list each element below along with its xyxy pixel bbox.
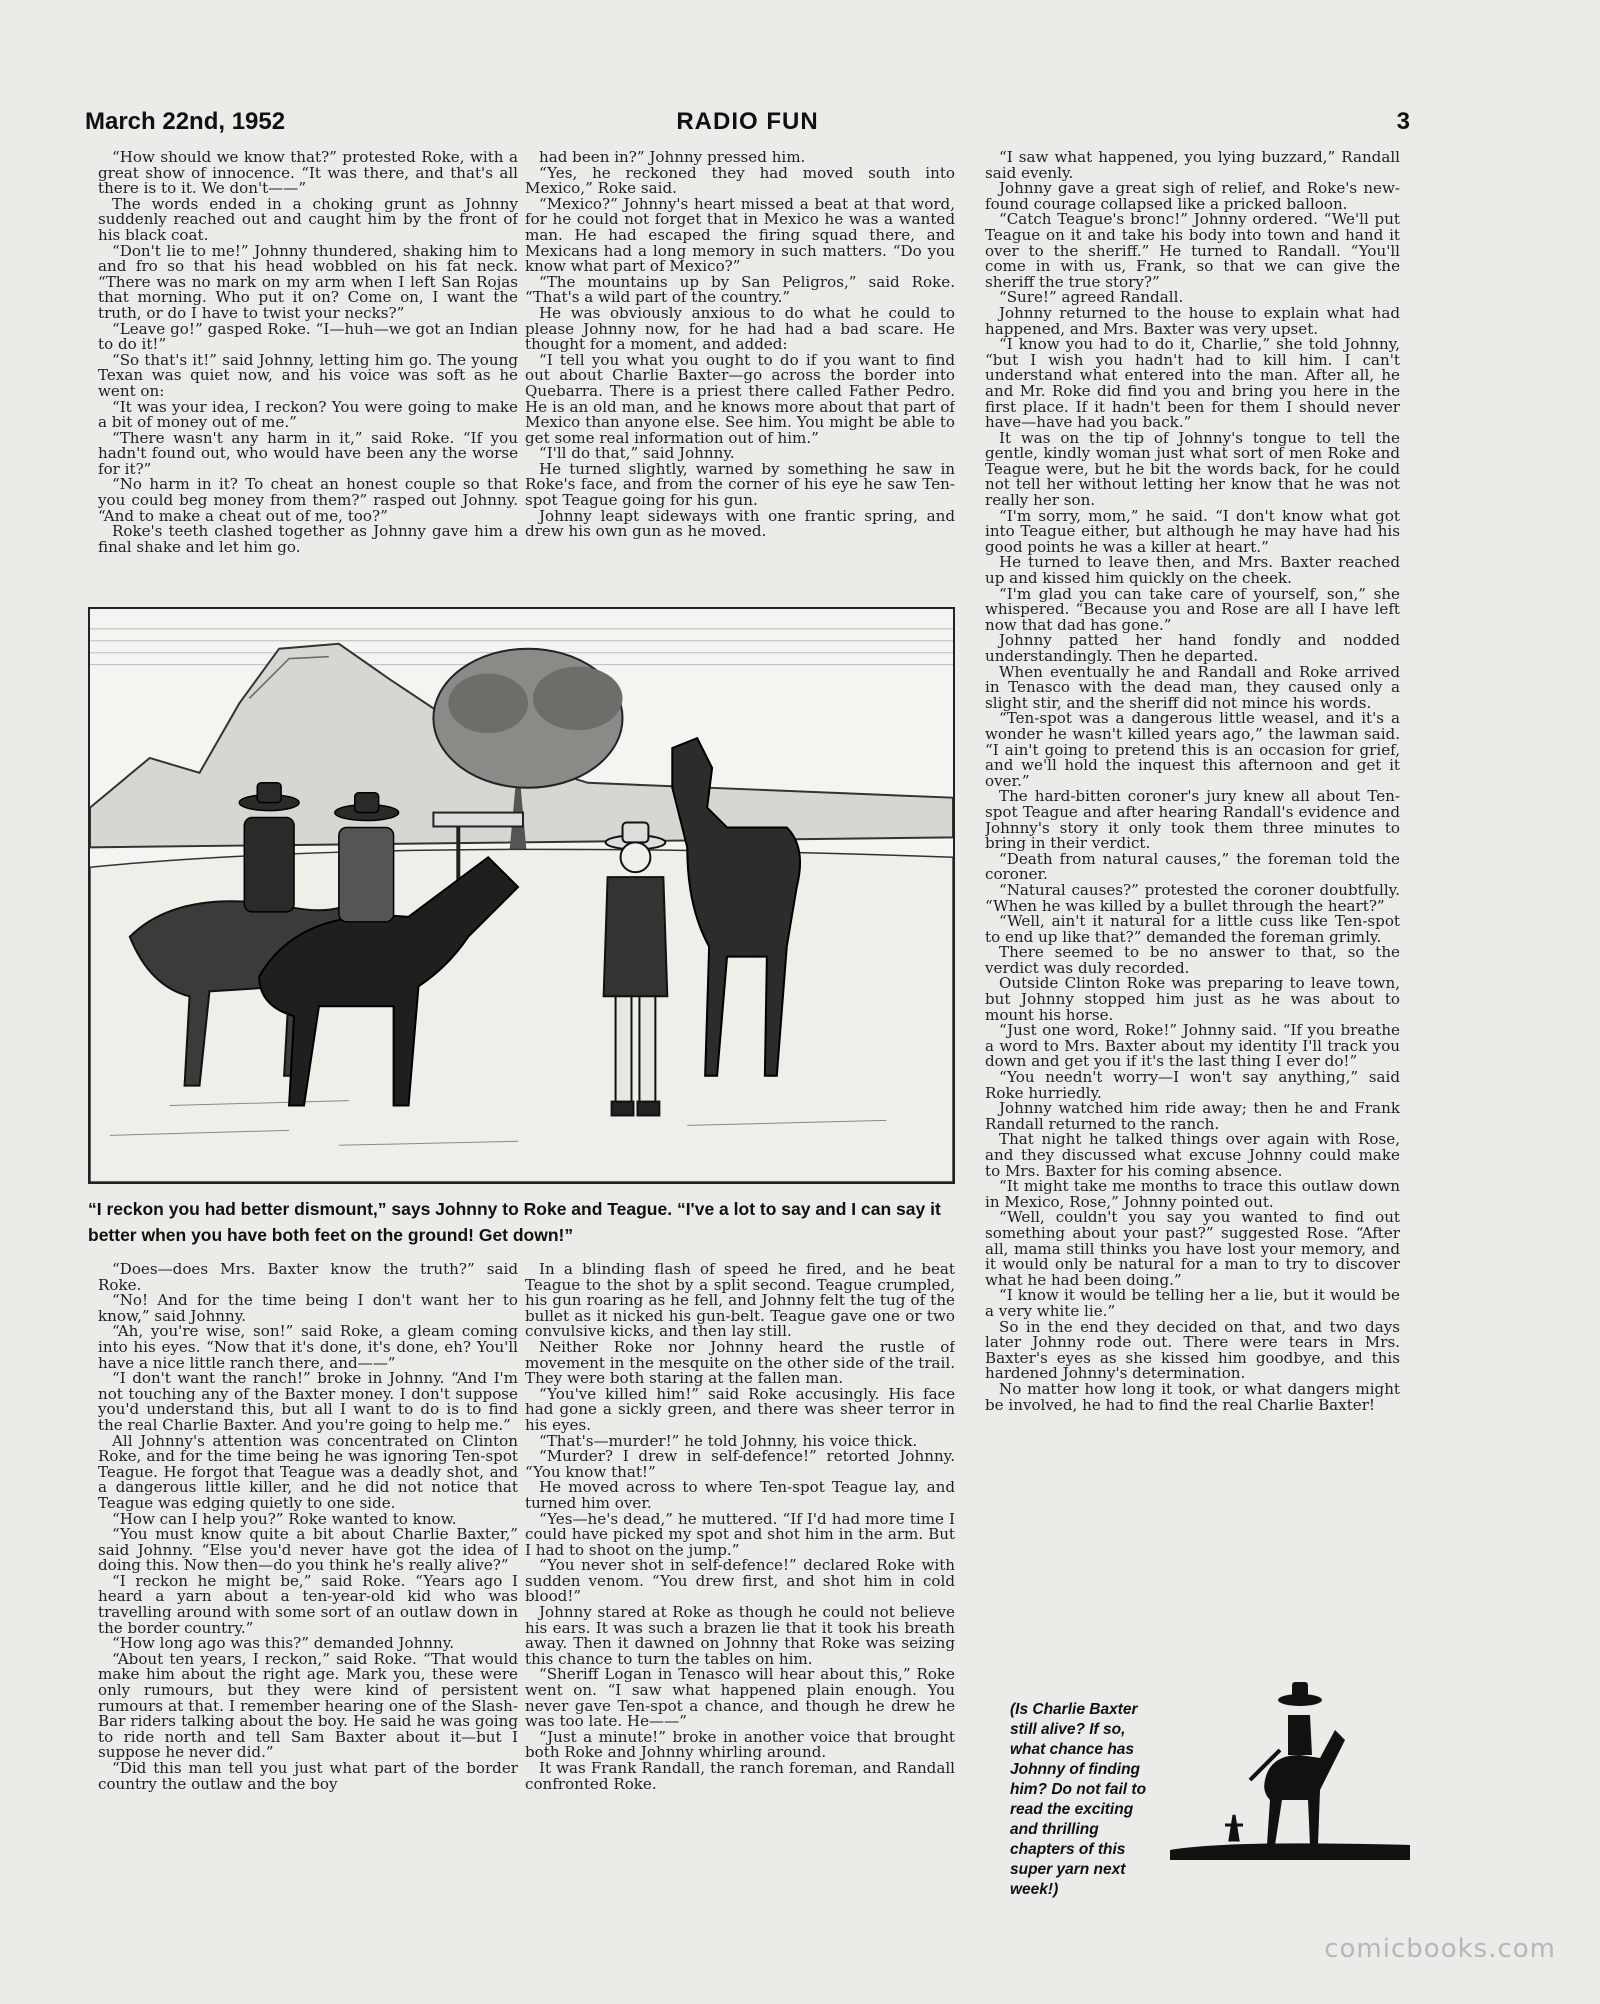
issue-date: March 22nd, 1952 bbox=[85, 108, 286, 135]
paragraph: “How can I help you?” Roke wanted to know. bbox=[112, 1509, 457, 1528]
paragraph: “I saw what happened, you lying buzzard,” Randall said evenly. bbox=[985, 150, 1400, 182]
paragraph: “No! And for the time being I don't want her to know,” said Johnny. bbox=[98, 1291, 518, 1325]
paragraph: “Leave go!” gasped Roke. “I—huh—we got an Indian to do it!” bbox=[98, 319, 518, 354]
paragraph: “No harm in it? To cheat an honest couple so that you could beg money from them?” rasped out Johnny. “And to make a cheat out of me, too?” bbox=[98, 475, 518, 525]
paragraph: Johnny gave a great sigh of relief, and Roke's new-found courage collapsed like a pricked balloon. bbox=[985, 179, 1400, 213]
paragraph: Roke's teeth clashed together as Johnny gave him a final shake and let him go. bbox=[98, 522, 518, 556]
paragraph: All Johnny's attention was concentrated on Clinton Roke, and for the time being he was ignoring Ten-spot Teague. He forgot that Teague was a deadly shot, and a dangerous little killer, and he did not notice that Teague was edging quietly to one side. bbox=[98, 1431, 518, 1512]
paragraph: “Does—does Mrs. Baxter know the truth?” said Roke. bbox=[98, 1262, 518, 1294]
paragraph: “That's—murder!” he told Johnny, his voice thick. bbox=[539, 1431, 918, 1450]
paragraph: “Well, couldn't you say you wanted to find out something about your past?” suggested Rose. “After all, mama still thinks you have lost your memory, and it would only be natural for a man to try to discover what he had been doing.” bbox=[985, 1208, 1400, 1289]
rider-silhouette-icon bbox=[1170, 1660, 1410, 1860]
paragraph: He turned slightly, warned by something he saw in Roke's face, and from the corner of his eye he saw Ten-spot Teague going for his gun. bbox=[525, 459, 955, 510]
paragraph: It was Frank Randall, the ranch foreman, and Randall confronted Roke. bbox=[525, 1759, 955, 1793]
paragraph: “It might take me months to trace this outlaw down in Mexico, Rose,” Johnny pointed out. bbox=[985, 1177, 1400, 1211]
paragraph: “You needn't worry—I won't say anything,” said Roke hurriedly. bbox=[985, 1068, 1400, 1102]
paragraph: “I don't want the ranch!” broke in Johnny. “And I'm not touching any of the Baxter money. I don't suppose you'd understand this, but all I want to do is to find the real Charlie Baxter. And you're going to help me.” bbox=[98, 1369, 518, 1434]
paragraph: “It was your idea, I reckon? You were going to make a bit of money out of me.” bbox=[98, 397, 518, 432]
paragraph: There seemed to be no answer to that, so the verdict was duly recorded. bbox=[985, 943, 1400, 977]
text-column-2 bbox=[525, 150, 955, 588]
paragraph: “About ten years, I reckon,” said Roke. “That would make him about the right age. Mark you, these were only rumours, but they were kind of persistent rumours at that. I remember hearing one of the Slash-Bar riders talking about the boy. He said he was going to ride north and tell Sam Baxter about it—but I suppose he never did.” bbox=[98, 1649, 518, 1762]
paragraph: “You never shot in self-defence!” declared Roke with sudden venom. “You drew first, and shot him in cold blood!” bbox=[525, 1556, 955, 1606]
paragraph: “I know it would be telling her a lie, but it would be a very white lie.” bbox=[985, 1286, 1400, 1320]
paragraph: No matter how long it took, or what dangers might be involved, he had to find the real Charlie Baxter! bbox=[985, 1379, 1400, 1414]
paragraph: It was on the tip of Johnny's tongue to tell the gentle, kindly woman just what sort of men Roke and Teague were, but he bit the words back, for he could not tell her without letting her know that he was not really her son. bbox=[985, 428, 1400, 510]
paragraph: “I'll do that,” said Johnny. bbox=[539, 444, 735, 463]
paragraph: “How long ago was this?” demanded Johnny. bbox=[112, 1634, 455, 1653]
paragraph: “You must know quite a bit about Charlie Baxter,” said Johnny. “Else you'd never have got the idea of doing this. Now then—do you think he's really alive?” bbox=[98, 1525, 518, 1575]
page-number: 3 bbox=[1396, 108, 1410, 135]
paragraph: “Murder? I drew in self-defence!” retorted Johnny. “You know that!” bbox=[525, 1447, 955, 1481]
paragraph: “Did this man tell you just what part of the border country the outlaw and the boy bbox=[98, 1759, 518, 1793]
paragraph: “You've killed him!” said Roke accusingly. His face had gone a sickly green, and there was sheer terror in his eyes. bbox=[525, 1384, 955, 1434]
illustration-caption: “I reckon you had better dismount,” says Johnny to Roke and Teague. “I've a lot to say and I can say it better when you have both feet on the ground! Get down!” bbox=[88, 1199, 941, 1245]
paragraph: Johnny returned to the house to explain what had happened, and Mrs. Baxter was very upset. bbox=[985, 303, 1400, 338]
paragraph: “Ah, you're wise, son!” said Roke, a gleam coming into his eyes. “Now that it's done, it's done, eh? You'll have a nice little ranch there, and——” bbox=[98, 1322, 518, 1372]
next-week-teaser: (Is Charlie Baxter still alive? If so, what chance has Johnny of finding him? Do not fail to read the exciting and thrilling chapters of this super yarn next week!) bbox=[1010, 1701, 1147, 1898]
paragraph: Johnny watched him ride away; then he and Frank Randall returned to the ranch. bbox=[985, 1099, 1400, 1133]
paragraph: “I reckon he might be,” said Roke. “Years ago I heard a yarn about a ten-year-old kid who was travelling around with some sort of an outlaw down in the border country.” bbox=[98, 1571, 518, 1637]
paragraph: He moved across to where Ten-spot Teague lay, and turned him over. bbox=[525, 1478, 955, 1512]
paragraph: “So that's it!” said Johnny, letting him go. The young Texan was quiet now, and his voice was soft as he went on: bbox=[98, 350, 518, 400]
paragraph: “How should we know that?” protested Roke, with a great show of innocence. “It was there, and that's all there is to it. We don't——” bbox=[98, 150, 518, 198]
paragraph: “Sheriff Logan in Tenasco will hear about this,” Roke went on. “I saw what happened plain enough. You never gave Ten-spot a chance, and though he drew he was too late. He——” bbox=[525, 1665, 955, 1731]
text-column-4 bbox=[98, 1262, 518, 1882]
text-column-3 bbox=[985, 150, 1400, 1670]
paragraph: “Catch Teague's bronc!” Johnny ordered. “We'll put Teague on it and take his body into town and hand it over to the sheriff.” He turned to Randall. “You'll come in with us, Frank, so that we can give the sheriff the true story?” bbox=[985, 210, 1400, 291]
paragraph: “Just one word, Roke!” Johnny said. “If you breathe a word to Mrs. Baxter about my identity I'll track you down and get you if it's the last thing I ever do!” bbox=[985, 1021, 1400, 1071]
paragraph: “Sure!” agreed Randall. bbox=[999, 288, 1184, 307]
paragraph: Johnny stared at Roke as though he could not believe his ears. It was such a brazen lie that it took his breath away. Then it dawned on Johnny that Roke was seizing this chance to turn the tables on him. bbox=[525, 1603, 955, 1668]
paragraph: He was obviously anxious to do what he could to please Johnny now, for he had had a bad scare. He thought for a moment, and added: bbox=[525, 303, 955, 354]
paragraph: The hard-bitten coroner's jury knew all about Ten-spot Teague and after hearing Randall's evidence and Johnny's story it only took them three minutes to bring in their verdict. bbox=[985, 787, 1400, 853]
paragraph: In a blinding flash of speed he fired, and he beat Teague to the shot by a split second. Teague crumpled, his gun roaring as he fell, and Johnny felt the tug of the bullet as it nicked his gun-belt. Teague gave one or two convulsive kicks, and then lay still. bbox=[525, 1262, 955, 1341]
paragraph: Johnny patted her hand fondly and nodded understandingly. Then he departed. bbox=[985, 631, 1400, 665]
paragraph: He turned to leave then, and Mrs. Baxter reached up and kissed him quickly on the cheek. bbox=[985, 553, 1400, 588]
paragraph: “Well, ain't it natural for a little cuss like Ten-spot to end up like that?” demanded the foreman grimly. bbox=[985, 912, 1400, 946]
paragraph: “Just a minute!” broke in another voice that brought both Roke and Johnny whirling around. bbox=[525, 1727, 955, 1762]
western-scene-illustration bbox=[90, 609, 953, 1182]
paragraph: “Ten-spot was a dangerous little weasel, and it's a wonder he wasn't killed years ago,” the lawman said. “I ain't going to pretend this is an occasion for grief, and we'll hold the inquest this afternoon and get it over.” bbox=[985, 709, 1400, 790]
paragraph: So in the end they decided on that, and two days later Johnny rode out. There were tears in Mrs. Baxter's eyes as she kissed him goodbye, and this hardened Johnny's determination. bbox=[985, 1317, 1400, 1383]
paragraph: had been in?” Johnny pressed him. bbox=[539, 150, 806, 166]
paragraph: “Death from natural causes,” the foreman told the coroner. bbox=[985, 849, 1400, 884]
text-column-1 bbox=[98, 150, 518, 588]
paragraph: “I tell you what you ought to do if you want to find out about Charlie Baxter—go across the border into Quebarra. There is a priest there called Father Pedro. He is an old man, and he knows more about that part of Mexico than anyone else. See him. You might be able to get some real information out of him.” bbox=[525, 350, 955, 447]
paragraph: When eventually he and Randall and Roke arrived in Tenasco with the dead man, they caused only a slight stir, and the sheriff did not mince his words. bbox=[985, 662, 1400, 712]
paragraph: “Natural causes?” protested the coroner doubtfully. “When he was killed by a bullet through the heart?” bbox=[985, 880, 1400, 915]
paragraph: “Yes—he's dead,” he muttered. “If I'd had more time I could have picked my spot and shot him in the arm. But I had to shoot on the jump.” bbox=[525, 1509, 955, 1559]
paragraph: The words ended in a choking grunt as Johnny suddenly reached out and caught him by the front of his black coat. bbox=[98, 194, 518, 244]
paragraph: “Don't lie to me!” Johnny thundered, shaking him to and fro so that his head wobbled on his fat neck. “There was no mark on my arm when I left San Rojas that morning. Who put it on? Come on, I want the truth, or do I have to twist your necks?” bbox=[98, 241, 518, 322]
text-column-5 bbox=[525, 1262, 955, 1882]
paragraph: “I'm glad you can take care of yourself, son,” she whispered. “Because you and Rose are all I have left now that dad has gone.” bbox=[985, 584, 1400, 634]
paragraph: “Mexico?” Johnny's heart missed a beat at that word, for he could not forget that in Mexico he was a wanted man. He had escaped the firing squad there, and Mexicans had a long memory in such matters. “Do you know what part of Mexico?” bbox=[525, 194, 955, 276]
page-header bbox=[85, 108, 1410, 148]
paragraph: Outside Clinton Roke was preparing to leave town, but Johnny stopped him just as he was about to mount his horse. bbox=[985, 974, 1400, 1024]
paragraph: “I know you had to do it, Charlie,” she told Johnny, “but I wish you hadn't had to kill him. I can't understand what entered into the man. After all, he and Mr. Roke did find you and bring you here in the first place. If it hadn't been for them I should never have—have had you back.” bbox=[985, 335, 1400, 432]
watermark: comicbooks.com bbox=[1324, 1934, 1556, 1964]
paragraph: “There wasn't any harm in it,” said Roke. “If you hadn't found out, who would have been any the worse for it?” bbox=[98, 428, 518, 478]
paragraph: That night he talked things over again with Rose, and they discussed what excuse Johnny could make to Mrs. Baxter for his coming absence. bbox=[985, 1130, 1400, 1180]
story-illustration bbox=[88, 607, 955, 1184]
paragraph: “I'm sorry, mom,” he said. “I don't know what got into Teague either, but although he may have had his good points he was a killer at heart.” bbox=[985, 506, 1400, 556]
paragraph: Neither Roke nor Johnny heard the rustle of movement in the mesquite on the other side of the trail. They were both staring at the fallen man. bbox=[525, 1337, 955, 1388]
paragraph: “The mountains up by San Peligros,” said Roke. “That's a wild part of the country.” bbox=[525, 272, 955, 307]
magazine-title: RADIO FUN bbox=[676, 108, 819, 135]
paragraph: Johnny leapt sideways with one frantic spring, and drew his own gun as he moved. bbox=[525, 506, 955, 541]
paragraph: “Yes, he reckoned they had moved south into Mexico,” Roke said. bbox=[525, 163, 955, 198]
